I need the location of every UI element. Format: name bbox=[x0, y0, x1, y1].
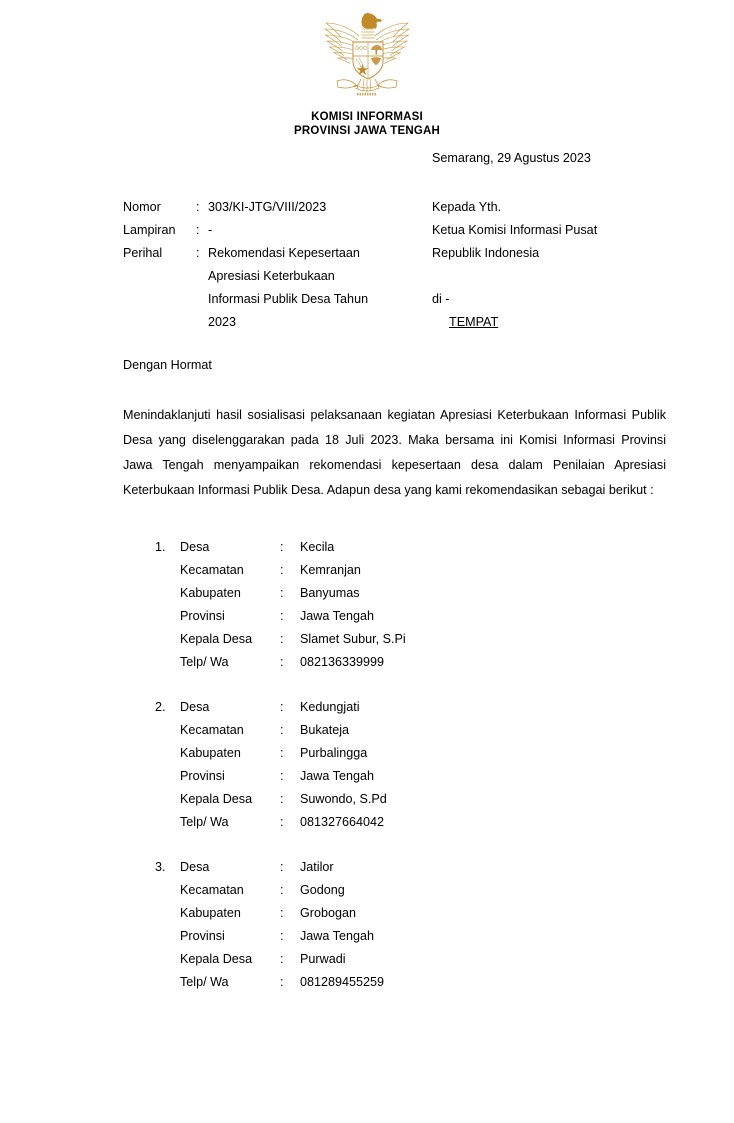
village-colon-desa: : bbox=[280, 700, 284, 714]
reference-perihal-line4: 2023 bbox=[208, 315, 237, 329]
village-colon-kabupaten: : bbox=[280, 586, 284, 600]
place-and-date: Semarang, 29 Agustus 2023 bbox=[432, 151, 591, 165]
village-value-telp: 081289455259 bbox=[300, 975, 385, 989]
village-row-kecamatan bbox=[155, 879, 585, 902]
village-label-provinsi: Provinsi bbox=[180, 929, 225, 943]
reference-row-nomor bbox=[123, 196, 423, 219]
village-colon-telp: : bbox=[280, 655, 284, 669]
village-row-kabupaten bbox=[155, 582, 585, 605]
village-row-telp bbox=[155, 971, 585, 994]
reference-colon-lampiran: : bbox=[196, 223, 200, 237]
village-value-kecamatan: Godong bbox=[300, 883, 345, 897]
reference-colon-perihal: : bbox=[196, 246, 200, 260]
village-number: 1. bbox=[155, 540, 166, 554]
village-row-kabupaten bbox=[155, 742, 585, 765]
village-label-telp: Telp/ Wa bbox=[180, 815, 229, 829]
reference-row-lampiran bbox=[123, 219, 423, 242]
village-value-desa: Kecila bbox=[300, 540, 335, 554]
village-row-telp bbox=[155, 811, 585, 834]
addressee-line2: Ketua Komisi Informasi Pusat bbox=[432, 223, 598, 237]
village-colon-provinsi: : bbox=[280, 929, 284, 943]
letterhead bbox=[0, 0, 734, 138]
village-label-kecamatan: Kecamatan bbox=[180, 883, 244, 897]
village-row-kepala-desa bbox=[155, 788, 585, 811]
village-value-kabupaten: Banyumas bbox=[300, 586, 360, 600]
organization-title bbox=[0, 110, 734, 138]
addressee-di: di - bbox=[432, 292, 450, 306]
village-value-desa: Kedungjati bbox=[300, 700, 360, 714]
village-label-kepala-desa: Kepala Desa bbox=[180, 952, 253, 966]
village-row-provinsi bbox=[155, 605, 585, 628]
village-row-kabupaten bbox=[155, 902, 585, 925]
village-label-kecamatan: Kecamatan bbox=[180, 563, 244, 577]
village-row-desa bbox=[155, 696, 585, 719]
village-colon-desa: : bbox=[280, 860, 284, 874]
addressee-tempat-text: TEMPAT bbox=[449, 315, 499, 329]
village-label-telp: Telp/ Wa bbox=[180, 655, 229, 669]
village-label-provinsi: Provinsi bbox=[180, 609, 225, 623]
village-colon-telp: : bbox=[280, 815, 284, 829]
village-number: 3. bbox=[155, 860, 166, 874]
village-label-kabupaten: Kabupaten bbox=[180, 586, 241, 600]
village-row-kepala-desa bbox=[155, 628, 585, 651]
body-paragraph: Menindaklanjuti hasil sosialisasi pelaksanaan kegiatan Apresiasi Keterbukaan Informasi Publik Desa yang diselenggarakan pada 18 Juli 2023. Maka bersama ini Komisi Informasi Provinsi Jawa Tengah menyampaikan rekomendasi kepesertaan desa dalam Penilaian Apresiasi Keterbukaan Informasi Publik Desa. Adapun desa yang kami rekomendasikan sebagai berikut : bbox=[123, 408, 666, 497]
garuda-pancasila-emblem bbox=[315, 6, 419, 102]
village-list bbox=[155, 536, 585, 994]
village-colon-kabupaten: : bbox=[280, 906, 284, 920]
organization-title-line2: PROVINSI JAWA TENGAH bbox=[293, 125, 441, 137]
reference-perihal-line2: Apresiasi Keterbukaan bbox=[208, 269, 335, 283]
village-colon-kecamatan: : bbox=[280, 883, 284, 897]
village-colon-kepala-desa: : bbox=[280, 952, 284, 966]
list-item bbox=[155, 856, 585, 994]
village-row-desa bbox=[155, 856, 585, 879]
village-colon-kecamatan: : bbox=[280, 723, 284, 737]
reference-label-nomor: Nomor bbox=[123, 200, 161, 214]
village-colon-kepala-desa: : bbox=[280, 792, 284, 806]
village-value-kabupaten: Grobogan bbox=[300, 906, 357, 920]
addressee-spacer bbox=[432, 265, 597, 288]
village-value-kepala-desa: Slamet Subur, S.Pi bbox=[300, 632, 406, 646]
addressee-tempat bbox=[432, 311, 597, 334]
village-value-kepala-desa: Purwadi bbox=[300, 952, 346, 966]
village-label-provinsi: Provinsi bbox=[180, 769, 225, 783]
village-row-provinsi bbox=[155, 925, 585, 948]
village-label-kepala-desa: Kepala Desa bbox=[180, 632, 253, 646]
village-colon-provinsi: : bbox=[280, 609, 284, 623]
village-colon-telp: : bbox=[280, 975, 284, 989]
reference-value-nomor: 303/KI-JTG/VIII/2023 bbox=[208, 200, 327, 214]
addressee-line3: Republik Indonesia bbox=[432, 246, 540, 260]
village-row-kepala-desa bbox=[155, 948, 585, 971]
village-colon-kabupaten: : bbox=[280, 746, 284, 760]
reference-label-lampiran: Lampiran bbox=[123, 223, 176, 237]
village-number: 2. bbox=[155, 700, 166, 714]
village-label-kabupaten: Kabupaten bbox=[180, 906, 241, 920]
village-colon-desa: : bbox=[280, 540, 284, 554]
village-row-telp bbox=[155, 651, 585, 674]
reference-label-perihal: Perihal bbox=[123, 246, 163, 260]
village-value-telp: 082136339999 bbox=[300, 655, 385, 669]
village-label-desa: Desa bbox=[180, 700, 210, 714]
village-value-provinsi: Jawa Tengah bbox=[300, 609, 374, 623]
village-value-kecamatan: Kemranjan bbox=[300, 563, 361, 577]
reference-value-lampiran: - bbox=[208, 223, 213, 237]
village-row-kecamatan bbox=[155, 559, 585, 582]
village-label-desa: Desa bbox=[180, 540, 210, 554]
village-label-desa: Desa bbox=[180, 860, 210, 874]
list-item bbox=[155, 696, 585, 834]
reference-value-perihal: Rekomendasi Kepesertaan bbox=[208, 246, 360, 260]
village-colon-provinsi: : bbox=[280, 769, 284, 783]
reference-perihal-line3: Informasi Publik Desa Tahun bbox=[208, 292, 369, 306]
village-value-telp: 081327664042 bbox=[300, 815, 385, 829]
village-row-provinsi bbox=[155, 765, 585, 788]
organization-title-line1: KOMISI INFORMASI bbox=[311, 111, 423, 123]
village-value-kepala-desa: Suwondo, S.Pd bbox=[300, 792, 387, 806]
reference-colon-nomor: : bbox=[196, 200, 200, 214]
village-value-provinsi: Jawa Tengah bbox=[300, 929, 374, 943]
salutation: Dengan Hormat bbox=[123, 358, 212, 372]
village-label-kepala-desa: Kepala Desa bbox=[180, 792, 253, 806]
reference-block bbox=[123, 196, 423, 334]
reference-row-perihal bbox=[123, 242, 423, 265]
village-value-kabupaten: Purbalingga bbox=[300, 746, 368, 760]
list-item bbox=[155, 536, 585, 674]
village-value-desa: Jatilor bbox=[300, 860, 334, 874]
village-row-kecamatan bbox=[155, 719, 585, 742]
village-label-telp: Telp/ Wa bbox=[180, 975, 229, 989]
village-label-kabupaten: Kabupaten bbox=[180, 746, 241, 760]
addressee-line1: Kepada Yth. bbox=[432, 200, 502, 214]
village-colon-kepala-desa: : bbox=[280, 632, 284, 646]
village-row-desa bbox=[155, 536, 585, 559]
village-colon-kecamatan: : bbox=[280, 563, 284, 577]
village-label-kecamatan: Kecamatan bbox=[180, 723, 244, 737]
village-value-provinsi: Jawa Tengah bbox=[300, 769, 374, 783]
village-value-kecamatan: Bukateja bbox=[300, 723, 350, 737]
addressee-block bbox=[432, 196, 597, 334]
